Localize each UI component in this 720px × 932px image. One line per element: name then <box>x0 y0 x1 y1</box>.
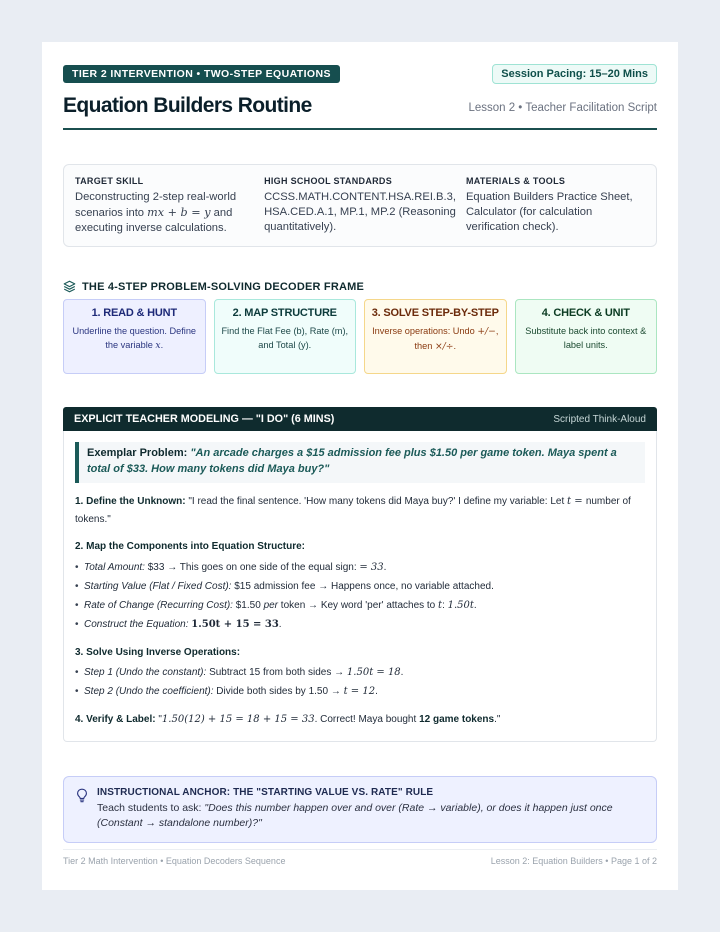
standards-column <box>264 176 456 236</box>
standards-label: HIGH SCHOOL STANDARDS <box>264 176 393 186</box>
step-text-part: "I read the final sentence. 'How many tokens did Maya buy?' I define my variable: Let <box>185 496 568 508</box>
step-label: 1. Define the Unknown: <box>75 496 186 508</box>
target-skill-column <box>75 176 254 236</box>
step-label: 2. Map the Components into Equation Structure: <box>75 541 305 553</box>
item-text: $15 admission fee → Happens once, no variable attached. <box>231 580 494 592</box>
modeling-title: EXPLICIT TEACHER MODELING — "I DO" (6 MINS) <box>74 413 335 426</box>
item-label: Total Amount: <box>84 561 145 573</box>
footer-left: Tier 2 Math Intervention • Equation Decoders Sequence <box>63 856 286 866</box>
materials-label: MATERIALS & TOOLS <box>465 176 566 186</box>
anchor-text-pre: Teach students to ask: <box>97 801 205 814</box>
item-text: Subtract 15 from both sides → <box>206 667 347 679</box>
define-unknown-step <box>75 493 645 528</box>
exemplar-problem <box>75 442 645 483</box>
item-text: : <box>442 599 448 611</box>
step-title: 4. CHECK & UNIT <box>541 307 630 320</box>
exemplar-label: Exemplar Problem: <box>87 447 188 460</box>
step-text: Find the Flat Fee (b), Rate (m), and Total (y). <box>221 326 349 351</box>
item-end: . <box>383 561 387 573</box>
list-item <box>75 615 645 634</box>
step-card-map-structure <box>214 299 357 374</box>
item-label: Step 2 (Undo the coefficient): <box>84 686 214 698</box>
list-item <box>75 558 645 577</box>
item-math: = 33 <box>359 561 384 573</box>
tier-badge: TIER 2 INTERVENTION • TWO-STEP EQUATIONS <box>63 65 340 83</box>
item-label: Rate of Change (Recurring Cost): <box>84 599 233 611</box>
item-emphasis: per <box>263 599 279 611</box>
instructional-anchor <box>63 776 657 844</box>
step-card-solve <box>364 299 507 374</box>
lesson-info-box <box>63 164 657 247</box>
list-item <box>75 596 645 615</box>
step-text-part: Underline the question. Define the variable <box>72 326 197 351</box>
item-end: . <box>473 599 477 611</box>
materials-text: Equation Builders Practice Sheet, Calculator (for calculation verification check). <box>465 191 633 234</box>
lesson-subtitle: Lesson 2 • Teacher Facilitation Script <box>468 102 657 114</box>
header-top-row <box>63 64 657 84</box>
step-label: 4. Verify & Label: <box>75 714 156 726</box>
map-components-step <box>75 538 645 634</box>
step-text-math: x <box>155 340 161 352</box>
item-label: Starting Value (Flat / Fixed Cost): <box>84 580 232 592</box>
footer-right: Lesson 2: Equation Builders • Page 1 of 2 <box>490 856 657 866</box>
decoder-heading <box>63 280 657 293</box>
inverse-list <box>75 663 645 701</box>
session-pacing-badge: Session Pacing: 15–20 Mins <box>492 64 657 84</box>
item-text: $1.50 <box>232 599 264 611</box>
step-text: Substitute back into context & label units. <box>525 326 647 351</box>
materials-column <box>466 176 645 236</box>
list-item <box>75 682 645 701</box>
item-math: t = 12 <box>343 686 376 698</box>
item-math: 1.50t <box>447 599 474 611</box>
layers-icon <box>63 280 76 293</box>
item-text: Divide both sides by 1.50 → <box>213 686 344 698</box>
target-skill-equation: mx + b = y <box>147 206 211 220</box>
equation-math: 1.50t + 15 = 33 <box>191 618 279 630</box>
item-end: . <box>400 667 404 679</box>
verify-math: 1.50(12) + 15 = 18 + 15 = 33 <box>161 714 315 726</box>
step-text-math: ×/÷ <box>434 341 454 353</box>
step-text-part: . <box>160 340 164 351</box>
list-item <box>75 577 645 596</box>
list-item <box>75 663 645 682</box>
step-text <box>371 324 500 355</box>
step-text <box>70 324 199 354</box>
anchor-content <box>97 787 644 833</box>
inverse-operations-step <box>75 644 645 702</box>
anchor-text <box>97 801 644 833</box>
step-text-part: number of tokens." <box>75 496 631 525</box>
worksheet-page <box>42 42 678 890</box>
lightbulb-icon <box>76 788 88 803</box>
item-end: . <box>278 618 282 630</box>
step-text-part: ." <box>494 714 501 726</box>
step-label: 3. Solve Using Inverse Operations: <box>75 646 241 658</box>
answer-highlight: 12 game tokens <box>419 714 495 726</box>
anchor-title: INSTRUCTIONAL ANCHOR: THE "STARTING VALUE VS. RATE" RULE <box>97 786 434 798</box>
standards-text: CCSS.MATH.CONTENT.HSA.REI.B.3, HSA.CED.A.1, MP.1, MP.2 (Reasoning quantitatively). <box>264 191 456 234</box>
target-skill-label: TARGET SKILL <box>75 176 144 186</box>
item-text: $33 → This goes on one side of the equal sign: <box>144 561 360 573</box>
target-skill-text-post: and executing inverse calculations. <box>75 207 233 235</box>
step-text-part: , then <box>414 326 499 352</box>
decoder-heading-text: THE 4-STEP PROBLEM-SOLVING DECODER FRAME <box>82 280 365 293</box>
component-list <box>75 558 645 634</box>
step-text-part: " <box>155 714 162 726</box>
header-main-row <box>63 94 657 130</box>
target-skill-text <box>75 190 254 236</box>
equals-math: = <box>571 496 586 508</box>
decoder-steps <box>63 299 657 374</box>
step-title: 3. SOLVE STEP-BY-STEP <box>371 307 499 320</box>
page-title: Equation Builders Routine <box>63 94 312 117</box>
step-title: 2. MAP STRUCTURE <box>232 307 337 320</box>
item-math: 1.50t = 18 <box>346 667 401 679</box>
page-footer <box>63 849 657 866</box>
item-end: . <box>375 686 378 698</box>
target-skill-text-pre: Deconstructing 2-step real-world scenarios into <box>75 191 237 220</box>
variable-math: t <box>567 496 572 508</box>
step-text-part: Inverse operations: Undo <box>372 326 478 337</box>
item-math: t <box>438 599 443 611</box>
step-card-check-unit <box>515 299 658 374</box>
anchor-question: "Does this number happen over and over (Rate → variable), or does it happen just once (Constant → standalone number)?" <box>97 801 613 830</box>
modeling-box <box>63 431 657 741</box>
step-text-part: . Correct! Maya bought <box>314 714 420 726</box>
step-title: 1. READ & HUNT <box>91 307 177 320</box>
step-text-math: +/− <box>477 326 496 338</box>
verify-label-step <box>75 711 645 729</box>
step-card-read-hunt <box>63 299 206 374</box>
item-text: token → Key word 'per' attaches to <box>278 599 439 611</box>
exemplar-text: "An arcade charges a $15 admission fee plus $1.50 per game token. Maya spent a total of $33. How many tokens did Maya buy?" <box>87 447 617 476</box>
modeling-tag: Scripted Think-Aloud <box>553 413 646 425</box>
modeling-header-bar <box>63 407 657 431</box>
item-label: Step 1 (Undo the constant): <box>84 667 207 679</box>
step-text-part: . <box>453 341 456 352</box>
item-label: Construct the Equation: <box>84 618 189 630</box>
